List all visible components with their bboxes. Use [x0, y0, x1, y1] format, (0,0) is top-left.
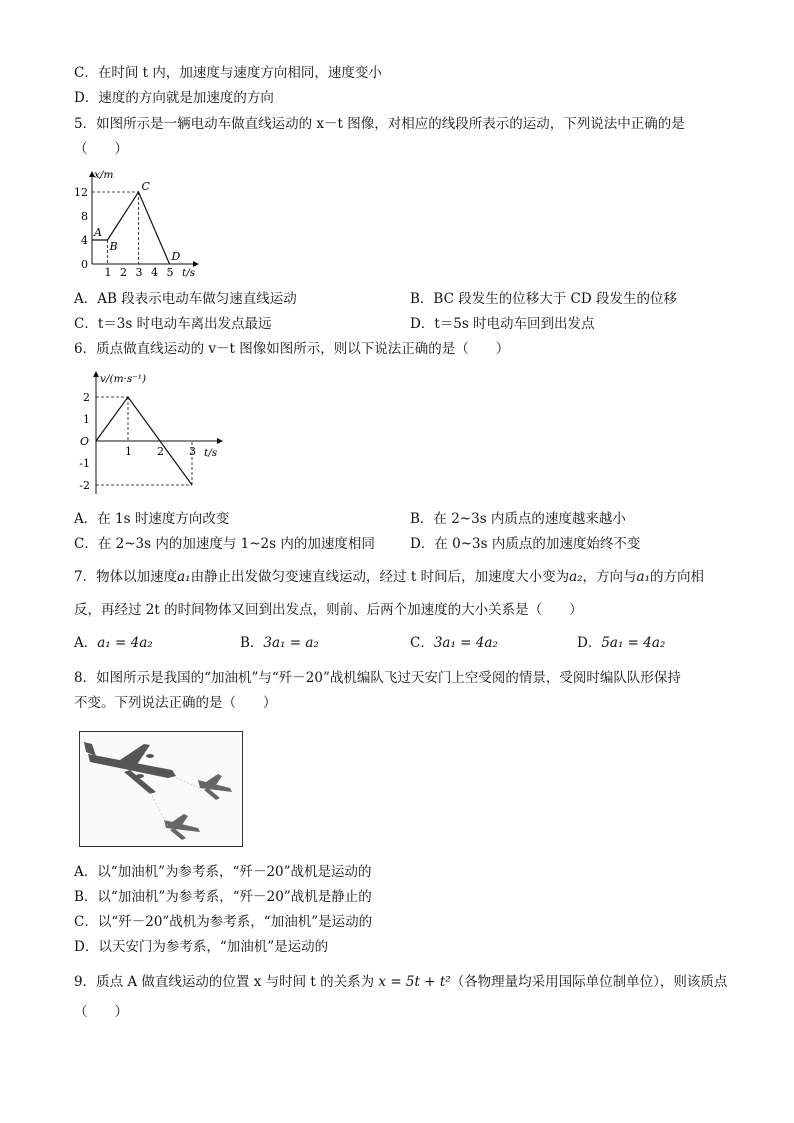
q7-symbol-a1-b: a₁ [636, 569, 651, 585]
q7-part-3: ，方向与 [582, 569, 637, 585]
xt-point-label: D [171, 250, 181, 263]
q5-option-b: B．BC 段发生的位移大于 CD 段发生的位移 [410, 291, 677, 307]
xt-point-label: A [94, 226, 102, 239]
question-8-cont: 不变。下列说法正确的是（ ） [74, 695, 277, 711]
q7-option-c: C．3a₁ = 4a₂ [410, 635, 498, 651]
q8-option-d: D．以天安门为参考系，“加油机”是运动的 [74, 939, 329, 955]
xt-point-label: B [109, 240, 118, 253]
question-9 [74, 973, 727, 991]
q6-option-a: A．在 1s 时速度方向改变 [74, 511, 230, 527]
q5-option-a: A．AB 段表示电动车做匀速直线运动 [74, 291, 297, 307]
xt-y-tick-label: 0 [81, 258, 88, 271]
q7-option-b: B．3a₁ = a₂ [240, 635, 319, 651]
q5-option-d: D．t＝5s 时电动车回到出发点 [410, 316, 595, 332]
question-5-blank: （ ） [74, 141, 128, 157]
option-c-prev: C．在时间 t 内，加速度与速度方向相同，速度变小 [74, 65, 382, 81]
xt-y-tick-label: 12 [74, 186, 88, 199]
xt-y-tick-label: 8 [81, 210, 88, 223]
q6-option-b: B．在 2~3s 内质点的速度越来越小 [410, 511, 626, 527]
q7-part-2: 由静止出发做匀变速直线运动，经过 t 时间后，加速度大小变为 [190, 569, 570, 585]
q9-part-2: （各物理量均采用国际单位制单位），则该质点 [450, 974, 728, 990]
q9-part-1: 9．质点 A 做直线运动的位置 x 与时间 t 的关系为 [74, 974, 375, 990]
xt-graph [74, 166, 214, 280]
question-6: 6．质点做直线运动的 v－t 图像如图所示，则以下说法正确的是（ ） [74, 341, 510, 357]
vt-y-label: v/(m·s⁻¹) [100, 373, 147, 385]
xt-y-tick-label: 4 [81, 234, 88, 247]
vt-x-tick-label: 3 [189, 445, 196, 458]
question-7-cont: 反，再经过 2t 的时间物体又回到出发点，则前、后两个加速度的大小关系是（ ） [74, 602, 583, 618]
question-8: 8．如图所示是我国的“加油机”与“歼－20”战机编队飞过天安门上空受阅的情景，受阅时编队队形保持 [74, 670, 681, 686]
tanker-aircraft-icon [84, 742, 176, 794]
vt-x-label: t/s [204, 447, 218, 459]
xt-x-tick-label: 3 [135, 266, 143, 279]
vt-y-tick-label: -2 [79, 479, 90, 492]
vt-x-tick-label: 1 [125, 445, 132, 458]
q8-option-c: C．以“歼－20”战机为参考系，“加油机”是运动的 [74, 914, 373, 930]
xt-x-tick-label: 2 [120, 266, 127, 279]
q7-option-d: D．5a₁ = 4a₂ [577, 635, 666, 651]
question-7 [74, 568, 704, 586]
xt-point-label: C [141, 180, 150, 193]
xt-x-tick-label: 5 [166, 266, 174, 279]
q7-option-a: A．a₁ = 4a₂ [74, 635, 153, 651]
q5-option-c: C．t＝3s 时电动车离出发点最远 [74, 316, 272, 332]
q6-option-d: D．在 0~3s 内质点的加速度始终不变 [410, 536, 641, 552]
q8-option-b: B．以“加油机”为参考系，“歼－20”战机是静止的 [74, 889, 372, 905]
vt-graph [74, 366, 234, 500]
fighter-jet-icon [198, 774, 232, 800]
vt-y-tick-label: -1 [79, 457, 90, 470]
q6-option-c: C．在 2~3s 内的加速度与 1~2s 内的加速度相同 [74, 536, 375, 552]
formation-photo [79, 731, 243, 847]
xt-x-tick-label: 1 [104, 266, 112, 279]
question-9-blank: （ ） [74, 1004, 128, 1020]
q8-option-a: A．以“加油机”为参考系，“歼－20”战机是运动的 [74, 864, 372, 880]
xt-x-label: t/s [182, 267, 196, 279]
vt-x-tick-label: 2 [157, 445, 164, 458]
q7-symbol-a2: a₂ [569, 569, 583, 585]
q9-equation: x = 5t + t² [378, 974, 451, 990]
xt-series-line [92, 192, 170, 264]
question-5: 5．如图所示是一辆电动车做直线运动的 x－t 图像，对相应的线段所表示的运动，下列说法中正确的是 [74, 116, 685, 132]
q7-symbol-a1: a₁ [177, 569, 191, 585]
q7-part-1: 7．物体以加速度 [74, 569, 178, 585]
xt-y-label: x/m [94, 169, 114, 181]
vt-origin-label: O [79, 435, 89, 448]
q7-part-4: 的方向相 [650, 569, 705, 585]
vt-y-tick-label: 1 [83, 413, 90, 426]
option-d-prev: D．速度的方向就是加速度的方向 [74, 90, 274, 106]
fighter-jet-icon [164, 814, 200, 840]
xt-x-tick-label: 4 [151, 266, 158, 279]
vt-y-tick-label: 2 [83, 391, 90, 404]
